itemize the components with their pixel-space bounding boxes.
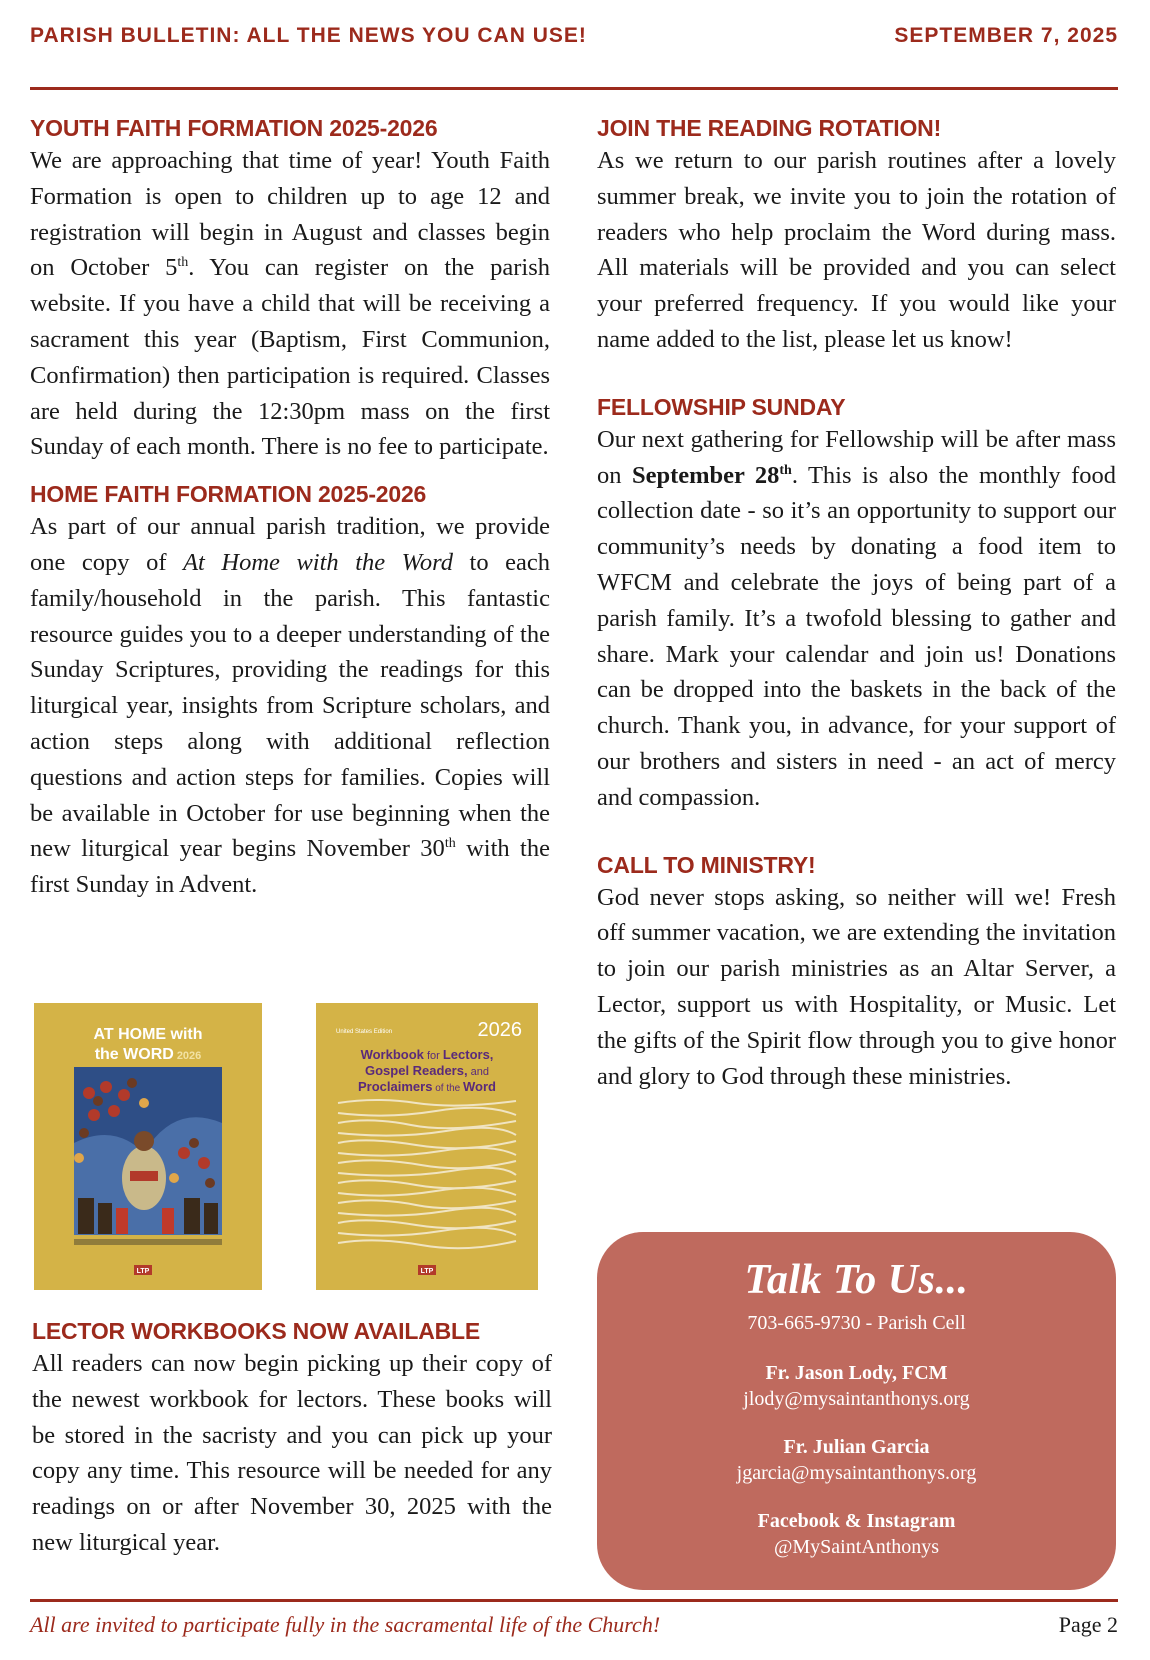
contact-name: Fr. Jason Lody, FCM	[765, 1362, 948, 1384]
contact-email-link[interactable]: jlody@mysaintanthonys.org	[743, 1388, 970, 1410]
contact-name: Fr. Julian Garcia	[783, 1436, 930, 1458]
book-title-italic: At Home with the Word	[183, 548, 453, 576]
social-handle-link[interactable]: @MySaintAnthonys	[773, 1536, 940, 1558]
cover-art	[316, 1003, 538, 1290]
bulletin-date: SEPTEMBER 7, 2025	[894, 24, 1118, 47]
cover-title-line2: Gospel Readers, and	[364, 1063, 490, 1078]
section-body: As part of our annual parish tradition, we provide one copy of At Home with the Word to each family/household in the parish. This fantastic resource guides you to a deeper understanding of the Sunday Scriptures, providing the readings for this liturgical year, insights from Scripture scholars, and action steps along with additional reflection questions and action steps for families. Copies will be available in October for use beginning when the new liturgical year begins November 30th with the first Sunday in Advent.	[30, 513, 550, 899]
cover-art	[34, 1003, 262, 1290]
page-number: Page 2	[1058, 1612, 1118, 1637]
section-heading: YOUTH FAITH FORMATION 2025-2026	[30, 115, 438, 141]
right-column	[597, 113, 1116, 1094]
publisher-logo: LTP	[136, 1268, 150, 1275]
home-faith-formation-section	[30, 479, 550, 903]
page-footer	[30, 1612, 1118, 1642]
cover-edition: United States Edition	[336, 1029, 393, 1035]
section-body: God never stops asking, so neither will we! Fresh off summer vacation, we are extending the invitation to join our parish ministries as an Altar Server, a Lector, support us with Hospitality, or Music. Let the gifts of the Spirit flow through you to give honor and glory to God through these ministries.	[597, 883, 1116, 1090]
social-label: Facebook & Instagram	[757, 1510, 956, 1532]
call-to-ministry-section	[597, 850, 1116, 1095]
left-column	[30, 113, 550, 903]
footer-rule	[30, 1599, 1118, 1602]
cover-year: 2026	[477, 1019, 522, 1041]
section-heading: JOIN THE READING ROTATION!	[597, 115, 942, 141]
section-body: Our next gathering for Fellowship will be after mass on September 28th. This is also the monthly food collection date - so it’s an opportunity to support our community’s needs by donating a food item to WFCM and celebrate the joys of being part of a parish family. It’s a twofold blessing to gather and share. Mark your calendar and join us! Donations can be dropped into the baskets in the back of the church. Thank you, in advance, for your support of our brothers and sisters in need - an act of mercy and compassion.	[597, 425, 1116, 811]
page-header	[30, 24, 1118, 54]
lector-workbooks-section	[32, 1316, 552, 1561]
bulletin-title: PARISH BULLETIN: ALL THE NEWS YOU CAN USE!	[30, 24, 587, 47]
youth-faith-formation-section	[30, 113, 550, 465]
section-heading: CALL TO MINISTRY!	[597, 851, 816, 878]
talk-to-us-box	[597, 1232, 1116, 1590]
at-home-with-the-word-cover	[34, 1003, 262, 1290]
cover-title-line1: Workbook for Lectors,	[360, 1047, 494, 1062]
cover-title-line3: Proclaimers of the Word	[358, 1079, 496, 1094]
footer-motto: All are invited to participate fully in the sacramental life of the Church!	[30, 1612, 661, 1637]
lectors-workbook-cover	[316, 1003, 538, 1290]
section-body: As we return to our parish routines after a lovely summer break, we invite you to join the rotation of readers who help proclaim the Word during mass. All materials will be provided and you can select your preferred frequency. If you would like your name added to the list, please let us know!	[597, 147, 1116, 353]
reading-rotation-section	[597, 113, 1116, 358]
publisher-logo: LTP	[420, 1268, 434, 1275]
cover-title-line2: the WORD 2026	[94, 1046, 202, 1063]
contact-email-link[interactable]: jgarcia@mysaintanthonys.org	[736, 1462, 977, 1484]
parish-phone[interactable]: 703-665-9730 - Parish Cell	[747, 1312, 966, 1334]
fellowship-date: September 28	[631, 461, 780, 489]
section-body: We are approaching that time of year! Youth Faith Formation is open to children up to age 12 and registration will begin in August and classes begin on October 5th. You can register on the parish website. If you have a child that will be receiving a sacrament this year (Baptism, First Communion, Confirmation) then participation is required. Classes are held during the 12:30pm mass on the first Sunday of each month. There is no fee to participate.	[30, 147, 550, 461]
section-heading: HOME FAITH FORMATION 2025-2026	[30, 481, 427, 508]
contact-title: Talk To Us...	[744, 1257, 969, 1303]
cover-title-line1: AT HOME with	[93, 1026, 203, 1043]
section-heading: FELLOWSHIP SUNDAY	[597, 393, 846, 420]
fellowship-sunday-section	[597, 392, 1116, 816]
section-heading: LECTOR WORKBOOKS NOW AVAILABLE	[32, 1318, 481, 1344]
header-rule	[30, 87, 1118, 90]
section-body: All readers can now begin picking up their copy of the newest workbook for lectors. These books will be stored in the sacristy and you can pick up your copy any time. This resource will be needed for any readings on or after November 30, 2025 with the new liturgical year.	[32, 1350, 552, 1556]
